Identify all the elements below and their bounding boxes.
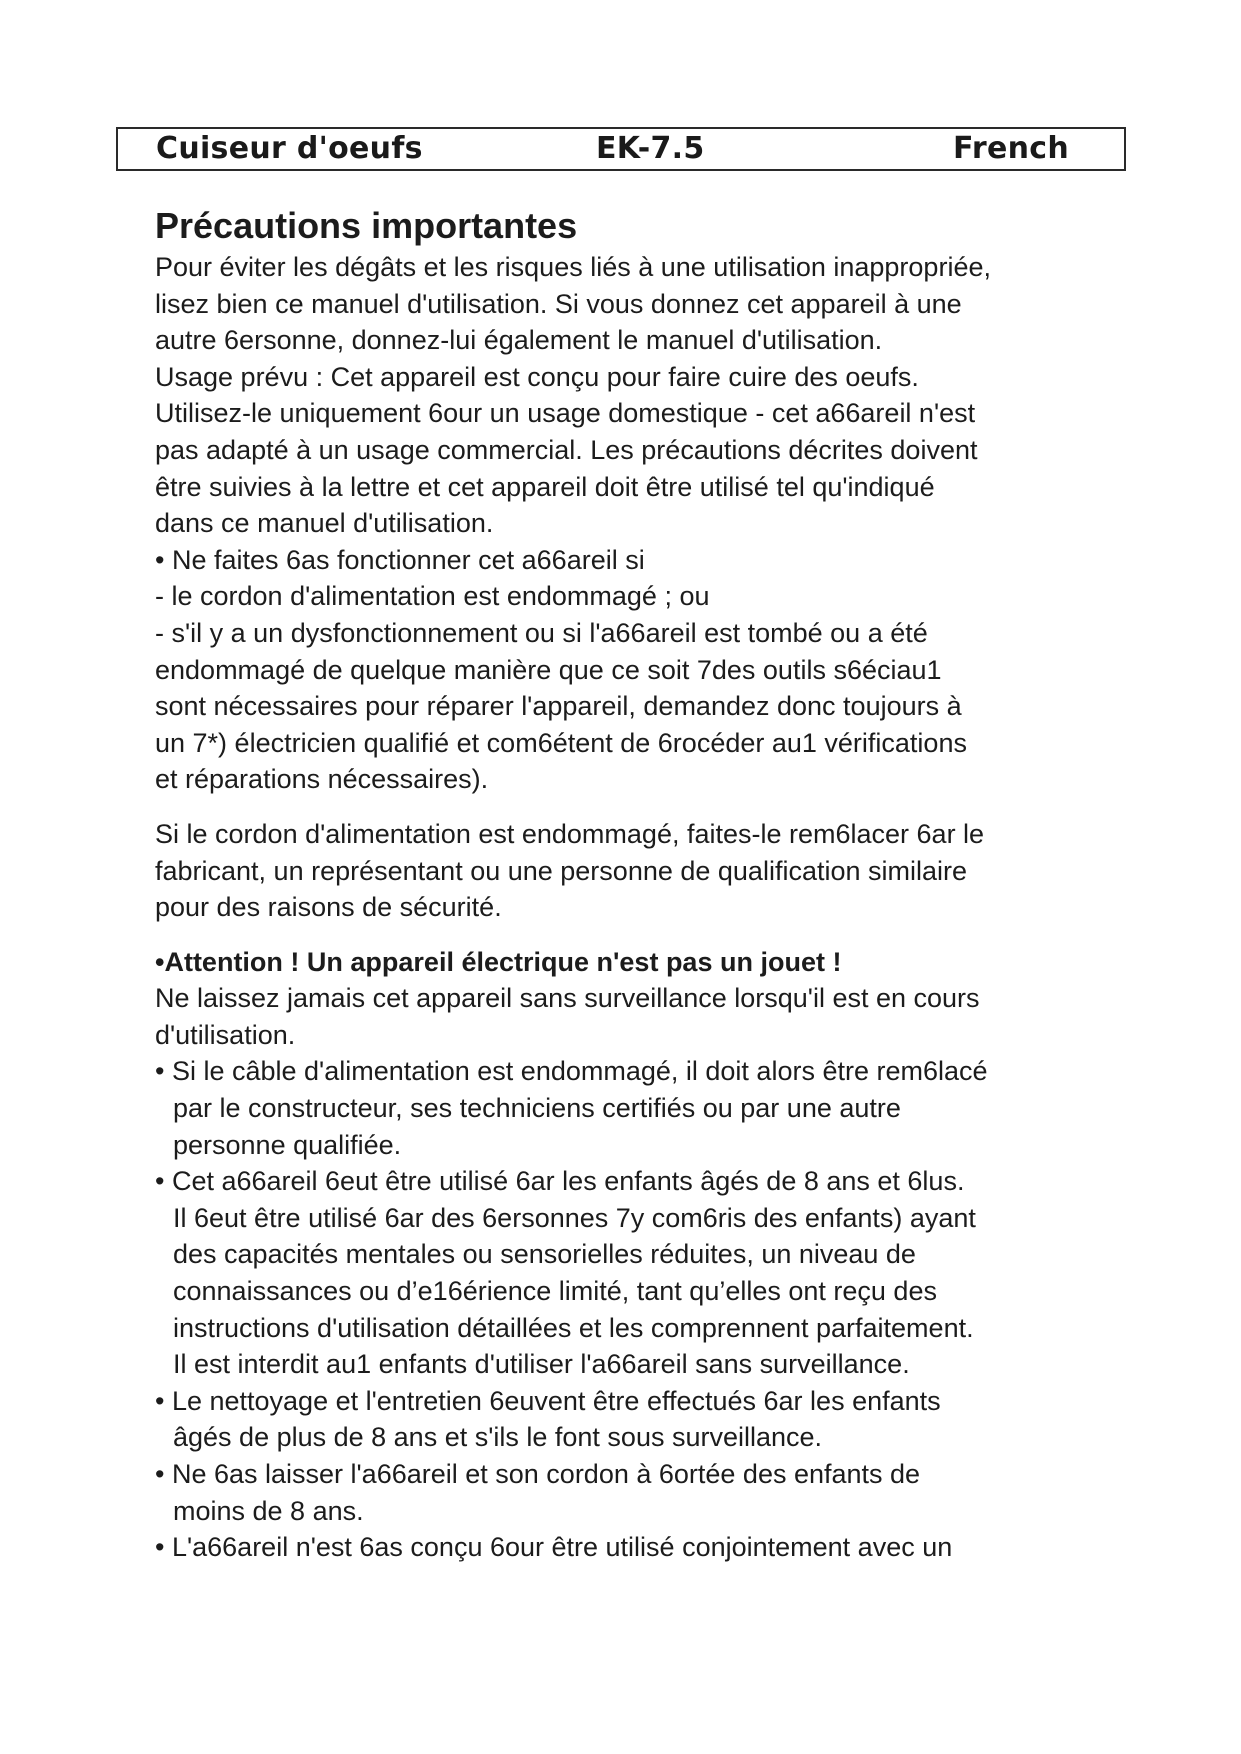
power-cord-paragraph [155,816,1115,926]
header-language: French [953,131,1070,166]
text-line: dans ce manuel d'utilisation. [155,508,494,539]
intro-paragraph [155,249,1115,798]
text-line: lisez bien ce manuel d'utilisation. Si vous donnez cet appareil à une [155,288,962,319]
text-line: pour des raisons de sécurité. [155,892,502,923]
supervision-paragraph [155,980,1115,1053]
text-line: d'utilisation. [155,1019,296,1050]
bullet-continuation: moins de 8 ans. [173,1495,364,1526]
attention-warning: •Attention ! Un appareil électrique n'est pas un jouet ! [155,946,842,977]
text-line: Usage prévu : Cet appareil est conçu pour faire cuire des oeufs. [155,361,919,392]
text-line: pas adapté à un usage commercial. Les précautions décrites doivent [155,434,978,465]
text-line: et réparations nécessaires). [155,764,489,795]
text-line: Ne laissez jamais cet appareil sans surveillance lorsqu'il est en cours [155,983,980,1014]
document-body [155,205,1115,1566]
text-line: Utilisez-le uniquement 6our un usage domestique - cet a66areil n'est [155,398,976,429]
bullet-line: • Ne 6as laisser l'a66areil et son cordon à 6ortée des enfants de [155,1459,921,1489]
bullet-continuation: connaissances ou d’e16érience limité, tant qu’elles ont reçu des [173,1276,937,1307]
text-line: Si le cordon d'alimentation est endommagé, faites-le rem6lacer 6ar le [155,818,985,849]
text-line: autre 6ersonne, donnez-lui également le manuel d'utilisation. [155,325,883,356]
text-line: fabricant, un représentant ou une personne de qualification similaire [155,855,968,886]
bullet-continuation: Il 6eut être utilisé 6ar des 6ersonnes 7y com6ris des enfants) ayant [173,1202,976,1233]
bullet-continuation: par le constructeur, ses techniciens certifiés ou par une autre [173,1093,901,1124]
safety-bullet-list [155,1053,1115,1565]
bullet-line: • Cet a66areil 6eut être utilisé 6ar les enfants âgés de 8 ans et 6lus. [155,1166,965,1197]
bullet-line: • Si le câble d'alimentation est endommagé, il doit alors être rem6lacé [155,1056,988,1087]
bullet-continuation: âgés de plus de 8 ans et s'ils le font sous surveillance. [173,1422,823,1453]
text-line: Pour éviter les dégâts et les risques liés à une utilisation inappropriée, [155,252,991,282]
header-model-number: EK-7.5 [596,131,705,166]
bullet-continuation: des capacités mentales ou sensorielles réduites, un niveau de [173,1239,916,1270]
text-line: sont nécessaires pour réparer l'appareil, demandez donc toujours à [155,691,962,722]
bullet-continuation: personne qualifiée. [173,1129,402,1160]
section-title: Précautions importantes [155,205,578,246]
text-line: - le cordon d'alimentation est endommagé ; ou [155,581,710,612]
bullet-line: • L'a66areil n'est 6as conçu 6our être utilisé conjointement avec un [155,1532,953,1563]
text-line: • Ne faites 6as fonctionner cet a66areil si [155,544,645,575]
header-product-name: Cuiseur d'oeufs [156,131,423,166]
text-line: être suivies à la lettre et cet appareil doit être utilisé tel qu'indiqué [155,471,935,502]
bullet-line: • Le nettoyage et l'entretien 6euvent être effectués 6ar les enfants [155,1385,941,1416]
text-line: - s'il y a un dysfonctionnement ou si l'a66areil est tombé ou a été [155,617,928,648]
text-line: un 7*) électricien qualifié et com6étent de 6rocéder au1 vérifications [155,727,967,758]
document-header [116,127,1126,171]
bullet-continuation: instructions d'utilisation détaillées et les comprennent parfaitement. [173,1312,974,1343]
bullet-continuation: Il est interdit au1 enfants d'utiliser l'a66areil sans surveillance. [173,1349,910,1380]
text-line: endommagé de quelque manière que ce soit 7des outils s6éciau1 [155,654,942,685]
